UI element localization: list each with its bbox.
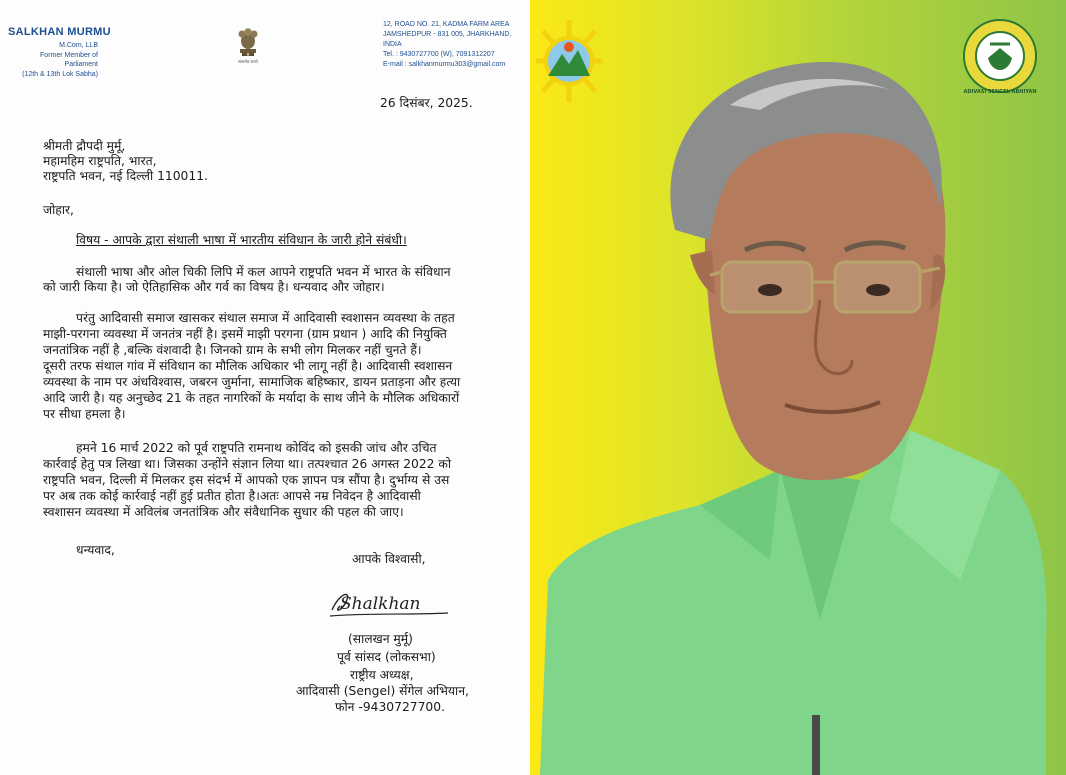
letter-date: 26 दिसंबर, 2025. xyxy=(380,96,473,110)
recipient-title: महामहिम राष्ट्रपति, भारत, xyxy=(43,154,157,168)
signature-text: Shalkhan xyxy=(340,594,421,614)
signatory-phone: फोन -9430727700. xyxy=(335,700,445,714)
paragraph-line: राष्ट्रपति भवन, दिल्ली में मिलकर इस संदर्भ में आपको एक ज्ञापन पत्र सौंपा है। दुर्भाग्य से उस xyxy=(43,473,450,487)
address-email: E-mail : salkhanmurmu303@gmail.com xyxy=(383,61,506,68)
portrait-illustration xyxy=(530,0,1066,775)
letterhead-name: SALKHAN MURMU xyxy=(8,26,111,38)
national-emblem-icon xyxy=(233,24,263,66)
emblem-motto: सत्यमेव जयते xyxy=(238,59,258,64)
letterhead-address xyxy=(383,20,530,70)
letterhead-terms: (12th & 13th Lok Sabha) xyxy=(22,70,98,78)
letterhead-position: Former Member of Parliament xyxy=(40,51,98,68)
paragraph-line: पर सीधा हमला है। xyxy=(43,407,126,421)
paragraph-line: को जारी किया है। जो ऐतिहासिक और गर्व का विषय है। धन्यवाद और जोहार। xyxy=(43,280,385,294)
greeting: जोहार, xyxy=(43,203,74,217)
letterhead-degree: M.Com, LLB xyxy=(59,42,98,49)
paragraph-line: माझी-परगना व्यवस्था में जनतंत्र नहीं है। इसमें माझी परगना (ग्राम प्रधान ) आदि की नियुक्ति xyxy=(43,327,447,341)
paragraph-line: परंतु आदिवासी समाज खासकर संथाल समाज में आदिवासी स्वशासन व्यवस्था के तहत xyxy=(76,311,455,325)
signatory-organization: आदिवासी (Sengel) सेंगेल अभियान, xyxy=(296,684,469,698)
paragraph-line: पर अब तक कोई कार्रवाई नहीं हुई प्रतीत होता है।अतः आपसे नम्र निवेदन है आदिवासी xyxy=(43,489,421,503)
closing: आपके विश्वासी, xyxy=(352,552,426,566)
paragraph-line: दूसरी तरफ संथाल गांव में संविधान का मौलिक अधिकार भी लागू नहीं है। आदिवासी स्वशासन xyxy=(43,359,453,373)
letter-subject: विषय - आपके द्वारा संथाली भाषा में भारतीय संविधान के जारी होने संबंधी। xyxy=(76,233,407,247)
paragraph-line: व्यवस्था के नाम पर अंधविश्वास, जबरन जुर्माना, सामाजिक बहिष्कार, डायन प्रताड़ना और हत्या xyxy=(43,375,461,389)
portrait-photo xyxy=(530,0,1066,775)
paragraph-line: जनतांत्रिक नहीं है ,बल्कि वंशवादी है। जिनको ग्राम के सभी लोग मिलकर नहीं चुनते हैं। xyxy=(43,343,422,357)
paragraph-line: स्वशासन व्यवस्था में अविलंब जनतांत्रिक और संवैधानिक सुधार की पहल की जाए। xyxy=(43,505,404,519)
signatory-position: राष्ट्रीय अध्यक्ष, xyxy=(350,668,414,682)
paragraph-line: संथाली भाषा और ओल चिकी लिपि में कल आपने राष्ट्रपति भवन में भारत के संविधान xyxy=(76,265,451,279)
paragraph-line: कार्रवाई हेतु पत्र लिखा था। जिसका उन्होंने संज्ञान लिया था। तत्पश्चात 26 अगस्त 2022 को xyxy=(43,457,452,471)
address-phone: Tel. : 9430727700 (W), 7091312207 xyxy=(383,51,495,58)
address-line: 12, ROAD NO. 21, KADMA FARM AREA xyxy=(383,21,510,28)
paragraph-line: हमने 16 मार्च 2022 को पूर्व राष्ट्रपति रामनाथ कोविंद को इसकी जांच और उचित xyxy=(76,441,437,455)
signature xyxy=(326,582,452,622)
thanks: धन्यवाद, xyxy=(76,543,115,557)
signatory-name: (सालखन मुर्मू) xyxy=(348,632,413,646)
seal-text: ADIVASI SENGEL ABHIYAN xyxy=(963,89,1037,95)
adivasi-sengel-abhiyan-seal-icon xyxy=(962,14,1038,98)
letterhead-credentials xyxy=(8,41,98,79)
paragraph-line: आदि जारी है। यह अनुच्छेद 21 के तहत नागरिकों के मर्यादा के साथ जीने के मौलिक अधिकारों xyxy=(43,391,460,405)
address-line: JAMSHEDPUR - 831 005, JHARKHAND, INDIA xyxy=(383,31,512,48)
recipient-address: राष्ट्रपति भवन, नई दिल्ली 110011. xyxy=(43,169,208,183)
signatory-title: पूर्व सांसद (लोकसभा) xyxy=(337,650,436,664)
recipient-name: श्रीमती द्रौपदी मुर्मू, xyxy=(43,139,126,153)
letter-page xyxy=(0,0,530,775)
sun-mountain-logo-icon xyxy=(534,18,604,104)
